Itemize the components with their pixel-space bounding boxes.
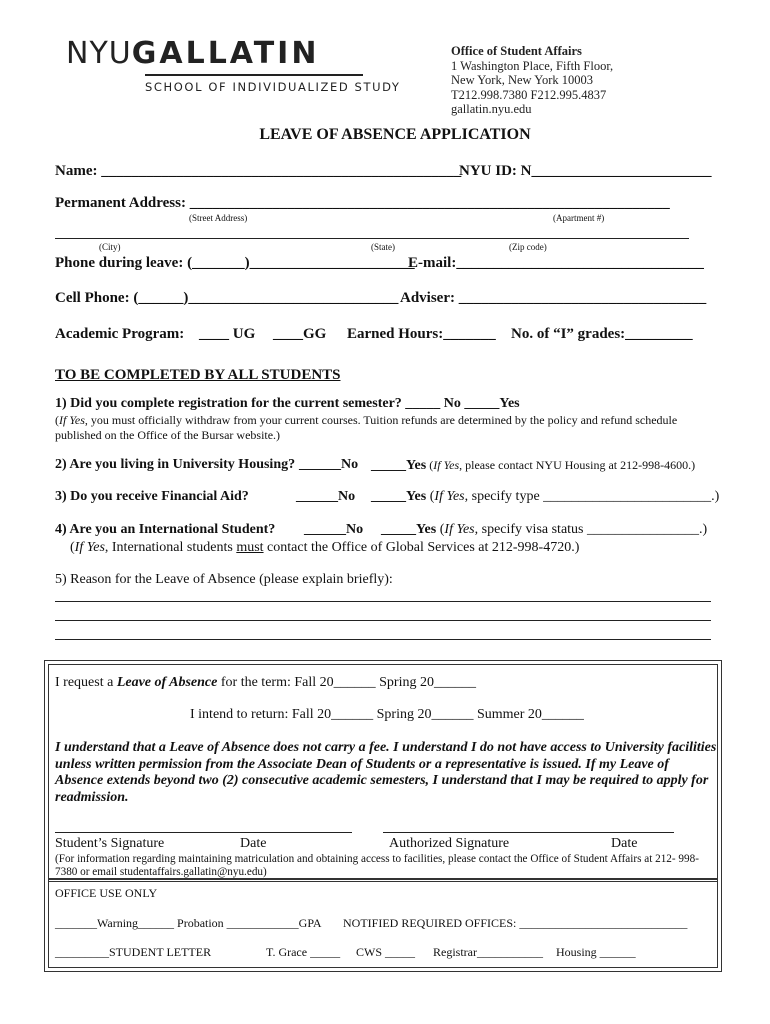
- question-4-yes[interactable]: _____Yes (If Yes, specify visa status ________________.): [381, 522, 708, 537]
- state-caption: (State): [371, 242, 395, 252]
- gg-option[interactable]: ____GG: [273, 326, 327, 342]
- notified-offices[interactable]: NOTIFIED REQUIRED OFFICES: ____________________________: [343, 916, 688, 930]
- question-1[interactable]: 1) Did you complete registration for the current semester? _____ No _____Yes: [55, 396, 520, 411]
- email-field[interactable]: E-mail:_________________________________: [408, 255, 704, 271]
- italic-if-yes: If Yes: [74, 540, 105, 555]
- office-use-heading: OFFICE USE ONLY: [55, 886, 158, 900]
- return-term-line[interactable]: I intend to return: Fall 20______ Spring 20______ Summer 20______: [190, 707, 584, 722]
- phone-field[interactable]: Phone during leave: (_______)______________________: [55, 255, 415, 271]
- statement-line: unless written permission from the Associate Dean of Students or a representative is issued. If my Leave of: [55, 756, 669, 772]
- question-4: 4) Are you an International Student?: [55, 522, 276, 537]
- leave-of-absence-text: Leave of Absence: [116, 675, 218, 690]
- office-use-divider-2: [48, 881, 718, 882]
- question-2: 2) Are you living in University Housing?: [55, 457, 296, 472]
- logo-rule: [145, 74, 363, 76]
- italic-if-yes: If Yes: [433, 458, 460, 472]
- italic-if-yes: If Yes: [59, 413, 85, 427]
- yes-label: _____Yes: [371, 489, 427, 504]
- cell-phone-field[interactable]: Cell Phone: (______)____________________________: [55, 290, 399, 306]
- logo-subtitle: SCHOOL OF INDIVIDUALIZED STUDY: [145, 80, 401, 94]
- note-text: , specify visa status ________________.): [474, 522, 708, 537]
- nyu-gallatin-logo: [66, 36, 319, 71]
- info-note: (For information regarding maintaining matriculation and obtaining access to facilities, please contact the Office of Student Affairs at 212- 998-: [55, 853, 699, 865]
- warning-probation-gpa[interactable]: _______Warning______ Probation ____________GPA: [55, 916, 322, 930]
- apartment-caption: (Apartment #): [553, 213, 605, 223]
- statement-line: readmission.: [55, 789, 129, 805]
- question-3-no[interactable]: ______No: [296, 489, 356, 504]
- note-text: , you must officially withdraw from your current courses. Tuition refunds are determined by the policy and refund schedule: [84, 413, 678, 427]
- nyu-id-field[interactable]: NYU ID: N________________________: [459, 163, 712, 179]
- question-1-note-2: published on the Office of the Bursar website.): [55, 428, 281, 442]
- office-address-block: [451, 44, 613, 117]
- note-text: contact the Office of Global Services at 212-998-4720.): [263, 540, 580, 555]
- request-text: for the term: Fall 20______ Spring 20______: [217, 675, 476, 690]
- question-4-subnote: (If Yes, International students must contact the Office of Global Services at 212-998-4720.): [70, 540, 580, 555]
- form-title: LEAVE OF ABSENCE APPLICATION: [259, 126, 531, 143]
- yes-label: _____Yes: [371, 458, 427, 473]
- authorized-signature-line[interactable]: [383, 832, 674, 833]
- ug-option[interactable]: ____ UG: [199, 326, 256, 342]
- question-5: 5) Reason for the Leave of Absence (please explain briefly):: [55, 572, 393, 587]
- request-term-line[interactable]: [55, 675, 476, 691]
- student-signature-line[interactable]: [55, 832, 352, 833]
- city-caption: (City): [99, 242, 121, 252]
- reason-line-1[interactable]: [55, 601, 711, 602]
- office-title: Office of Student Affairs: [451, 44, 582, 58]
- reason-line-2[interactable]: [55, 620, 711, 621]
- date-label-2: Date: [611, 836, 638, 851]
- note-text: , please contact NYU Housing at 212-998-4600.): [459, 458, 696, 472]
- question-3: 3) Do you receive Financial Aid?: [55, 489, 249, 504]
- adviser-field[interactable]: Adviser: _________________________________: [400, 290, 707, 306]
- permanent-address-field[interactable]: Permanent Address: ________________________________________________________________: [55, 195, 670, 211]
- question-1-note: (If Yes, you must officially withdraw from your current courses. Tuition refunds are determined by the policy and refund schedule: [55, 413, 678, 427]
- office-line: gallatin.nyu.edu: [451, 102, 532, 116]
- acknowledgement-statement: [55, 740, 716, 806]
- housing[interactable]: Housing ______: [556, 945, 636, 959]
- question-2-yes[interactable]: _____Yes (If Yes, please contact NYU Housing at 212-998-4600.): [371, 458, 696, 473]
- italic-if-yes: If Yes: [434, 489, 465, 504]
- note-text: , International students: [104, 540, 237, 555]
- student-signature-label: Student’s Signature: [55, 836, 165, 851]
- reason-line-3[interactable]: [55, 639, 711, 640]
- name-field[interactable]: Name: ________________________________________________: [55, 163, 462, 179]
- yes-label: _____Yes: [381, 522, 437, 537]
- cws[interactable]: CWS _____: [356, 945, 416, 959]
- date-label-1: Date: [240, 836, 267, 851]
- statement-line: I understand that a Leave of Absence does not carry a fee. I understand I do not have access to University facilities: [55, 740, 717, 755]
- earned-hours-field[interactable]: Earned Hours:_______: [347, 326, 496, 342]
- info-note-2: 7380 or email studentaffairs.gallatin@nyu.edu): [55, 866, 267, 878]
- registrar[interactable]: Registrar___________: [433, 945, 543, 959]
- office-line: 1 Washington Place, Fifth Floor,: [451, 58, 614, 73]
- authorized-signature-label: Authorized Signature: [389, 836, 510, 851]
- question-3-yes[interactable]: _____Yes (If Yes, specify type ________________________.): [371, 489, 720, 504]
- academic-program-label: Academic Program:: [55, 326, 185, 342]
- street-address-caption: (Street Address): [189, 213, 248, 223]
- address-line-2[interactable]: [55, 238, 689, 239]
- i-grades-field[interactable]: No. of “I” grades:_________: [511, 326, 693, 342]
- office-line: New York, New York 10003: [451, 73, 594, 87]
- logo-gallatin-text: GALLATIN: [131, 36, 320, 71]
- logo-nyu-text: NYU: [66, 36, 132, 71]
- t-grace[interactable]: T. Grace _____: [266, 945, 341, 959]
- request-text: I request a: [55, 675, 117, 690]
- zip-caption: (Zip code): [509, 242, 547, 252]
- section-heading: TO BE COMPLETED BY ALL STUDENTS: [55, 367, 341, 383]
- must-text: must: [236, 540, 264, 555]
- statement-line: Absence extends beyond two (2) consecutive academic semesters, I understand that I may be required to apply for: [55, 773, 709, 788]
- office-line: T212.998.7380 F212.995.4837: [451, 87, 607, 102]
- note-text: , specify type ________________________.): [464, 489, 720, 504]
- question-4-no[interactable]: ______No: [304, 522, 364, 537]
- office-use-divider: [48, 878, 718, 880]
- question-2-no[interactable]: ______No: [299, 457, 359, 472]
- italic-if-yes: If Yes: [444, 522, 475, 537]
- student-letter[interactable]: _________STUDENT LETTER: [55, 945, 212, 959]
